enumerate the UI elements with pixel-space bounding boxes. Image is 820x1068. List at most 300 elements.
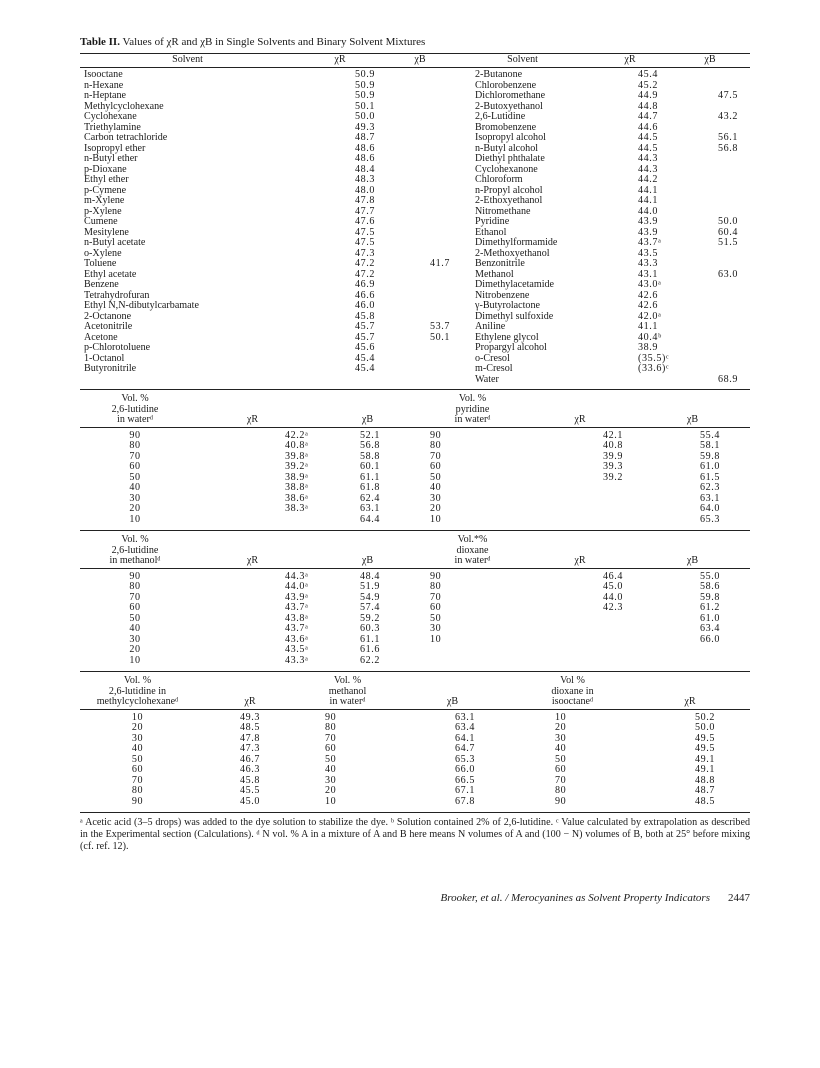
table-cell: 61.0 [700,461,721,472]
solvent-name: n-Butyl ether [84,153,138,164]
table-cell: 42.3 [603,602,624,613]
xb-value [670,207,750,218]
xr-value: 47.7 [355,205,376,217]
solvent-name: γ-Butyrolactone [475,300,541,311]
xb-value [385,375,455,390]
table-cell: 80 [325,722,337,733]
xr-value: 44.6 [638,121,659,133]
xr-value: 47.3 [355,247,376,259]
page-number: 2447 [728,892,750,904]
column-header: χB [635,531,750,569]
xr-value: 48.6 [355,153,376,164]
xr-value: 48.0 [355,184,376,196]
xb-value [385,102,455,113]
xr-value: 45.4 [638,69,659,80]
table-cell: 20 [430,503,442,514]
column-header: χR [190,390,315,428]
solvent-name: 2-Butoxyethanol [475,100,543,112]
column-header: χB [315,531,420,569]
column-header: Vol. % pyridine in waterᵈ [420,390,525,428]
table-cell: 61.0 [700,612,721,624]
table-cell [635,645,750,656]
table-cell [525,504,635,515]
solvent-name: Water [475,373,499,385]
table-cell: 45.5 [240,785,261,796]
table-row [80,582,750,593]
table-cell: 57.4 [360,602,381,613]
table-cell: 38.3ᵃ [285,503,309,514]
xr-value: 45.4 [355,352,376,364]
solvent-name: 2-Methoxyethanol [475,247,550,259]
xb-value: 50.1 [430,331,451,343]
xb-value [385,91,455,102]
table-row [80,473,750,484]
solvent-row [80,133,750,144]
running-footer: Brooker, et al. / Merocyanines as Solvent Property Indicators [440,892,710,904]
xb-value [385,154,455,165]
solvent-row [80,364,750,375]
solvent-name: Dimethyl sulfoxide [475,310,554,322]
xr-value: 43.1 [638,268,659,280]
solvent-row [80,375,750,390]
table-cell: 70 [129,450,141,462]
xb-value: 53.7 [430,321,451,332]
table-cell: 66.5 [455,774,476,786]
table-cell: 48.5 [695,795,716,807]
xr-value: 47.5 [355,226,376,238]
table-cell: 65.3 [455,753,476,765]
table-cell [525,483,635,494]
xb-value [670,291,750,302]
solvent-name: Ethyl N,N-dibutylcarbamate [84,300,199,311]
table-cell: 48.7 [695,785,716,796]
mixture-table-3-header [80,672,750,710]
xb-value [385,165,455,176]
table-cell: 43.7ᵃ [285,623,309,634]
header-solvent: Solvent [455,54,590,68]
table-cell: 50 [129,612,141,624]
solvent-name: Benzene [84,279,119,290]
table-cell: 43.9ᵃ [285,591,309,603]
table-cell: 48.4 [360,570,381,582]
xb-value [385,343,455,354]
xb-value [670,196,750,207]
solvent-name: 2-Ethoxyethanol [475,195,543,206]
xb-value [385,364,455,375]
paper-page [80,36,750,853]
table-cell: 50 [555,753,567,765]
table-cell: 63.1 [700,492,721,504]
solvent-name: p-Chlorotoluene [84,342,151,353]
solvent-name: Dimethylacetamide [475,279,555,290]
column-header: χB [390,672,515,710]
solvent-name: o-Xylene [84,247,122,259]
xb-value [670,354,750,365]
solvent-row [80,343,750,354]
xr-value: 41.1 [638,321,659,332]
main-table-header-row [80,54,750,68]
table-cell: 44.0 [603,591,624,603]
table-cell [420,645,525,656]
xb-value [385,354,455,365]
table-cell: 50 [430,471,442,483]
solvent-name: Triethylamine [84,121,141,133]
table-cell: 45.8 [240,774,261,786]
xb-value: 41.7 [430,258,451,269]
xr-value: 48.6 [355,142,376,154]
table-cell: 10 [430,513,442,525]
xb-value: 50.0 [718,216,739,227]
solvent-name: Ethylene glycol [475,331,539,343]
xr-value: (33.6)ᶜ [638,363,670,374]
solvent-name: Acetone [84,331,118,343]
table-cell: 10 [129,513,141,525]
xr-value: 44.1 [638,195,659,206]
solvent-name: Isooctane [84,69,123,80]
xb-value [670,102,750,113]
xr-value: 50.1 [355,100,376,112]
solvent-name: n-Heptane [84,90,127,101]
xr-value: 47.2 [355,268,376,280]
table-cell: 60.1 [360,461,381,472]
table-cell: 39.3 [603,461,624,472]
xb-value [385,81,455,92]
table-cell: 47.3 [240,743,261,754]
column-header: Vol. % 2,6-lutidine in methylcyclohexaneᵈ [80,672,195,710]
table-label: Table II. [80,36,120,48]
table-cell: 60 [325,743,337,754]
solvent-name: Acetonitrile [84,321,133,332]
table-cell: 70 [325,732,337,744]
table-cell: 52.1 [360,429,381,441]
solvent-name: 2-Octanone [84,310,132,322]
table-cell: 10 [129,654,141,666]
solvent-name: Isopropyl alcohol [475,132,546,143]
table-row [80,494,750,505]
xr-value: 42.6 [638,289,659,301]
xb-value [385,133,455,144]
column-header: Vol. % 2,6-lutidine in methanolᵈ [80,531,190,569]
solvent-name: Chloroform [475,174,523,185]
solvent-name: Mesitylene [84,226,129,238]
solvent-name: p-Xylene [84,205,122,217]
table-cell: 62.4 [360,492,381,504]
mixture-table-1-header [80,390,750,428]
table-cell: 49.5 [695,743,716,754]
solvent-name: Cyclohexane [84,111,137,122]
table-cell: 30 [430,623,442,634]
solvent-row [80,196,750,207]
table-cell: 80 [555,785,567,796]
solvent-name: Carbon tetrachloride [84,132,168,143]
solvent-name: Cumene [84,216,118,227]
table-cell: 20 [555,722,567,733]
table-row [80,614,750,625]
mixture-table-1-body [80,427,750,530]
xb-value [385,301,455,312]
table-cell: 48.8 [695,774,716,786]
table-cell: 59.8 [700,591,721,603]
table-cell: 20 [131,722,144,733]
table-row [80,441,750,452]
xb-value: 56.1 [718,132,739,143]
solvent-name: Ethyl ether [84,174,129,185]
table-cell: 61.2 [700,602,721,613]
xb-value [385,238,455,249]
table-cell: 66.0 [455,764,476,775]
xr-value: 47.5 [355,237,376,248]
table-cell: 64.0 [700,503,721,514]
column-header: Vol.*% dioxane in waterᵈ [420,531,525,569]
table-cell: 40 [129,623,141,634]
xb-value [670,81,750,92]
table-cell: 80 [430,581,442,592]
table-row [80,709,750,723]
table-cell: 50.0 [695,722,716,733]
xb-value [385,112,455,123]
table-cell: 38.6ᵃ [285,492,309,504]
table-cell: 45.0 [603,581,624,592]
table-cell: 38.9ᵃ [285,471,309,483]
xb-value [385,228,455,239]
table-row [80,568,750,582]
table-cell: 10 [430,633,442,645]
table-cell: 20 [129,503,141,514]
table-cell: 40 [325,764,337,775]
table-cell: 38.8ᵃ [285,482,309,493]
table-row [80,515,750,531]
solvent-row [80,154,750,165]
table-row [80,452,750,463]
xb-value [385,217,455,228]
table-cell: 44.0ᵃ [285,581,309,592]
xb-value: 63.0 [718,268,739,280]
column-header: Vol. % 2,6-lutidine in waterᵈ [80,390,190,428]
table-cell: 49.1 [695,753,716,765]
solvent-name: Cyclohexanone [475,163,538,175]
xr-value: 43.0ᵃ [638,279,662,290]
table-cell: 61.6 [360,644,381,655]
solvent-name: m-Cresol [475,363,513,374]
table-cell [525,494,635,505]
xb-value [670,343,750,354]
table-cell: 58.8 [360,450,381,462]
solvent-name: Butyronitrile [84,363,137,374]
xr-value: 44.7 [638,111,659,122]
solvent-name: p-Cymene [84,184,127,196]
table-cell: 30 [131,732,144,744]
xr-value: 43.9 [638,226,659,238]
table-title: Values of χR and χB in Single Solvents and Binary Solvent Mixtures [122,36,426,48]
header-xb: χB [385,54,455,68]
table-cell: 90 [325,711,337,723]
xr-value: (35.5)ᶜ [638,352,670,364]
table-cell [525,624,635,635]
xb-value [670,301,750,312]
solvent-name: n-Propyl alcohol [475,184,543,196]
solvent-name: m-Xylene [84,195,125,206]
solvent-name: o-Cresol [475,352,510,364]
table-row [80,483,750,494]
xb-value: 60.4 [718,226,739,238]
table-row [80,723,750,734]
table-cell: 60 [430,461,442,472]
table-cell [420,656,525,672]
table-cell: 46.7 [240,753,261,765]
table-cell: 58.1 [700,440,721,451]
xb-value [670,322,750,333]
xb-value [670,123,750,134]
xb-value: 47.5 [718,90,739,101]
xr-value: 50.0 [355,111,376,122]
solvent-row [80,259,750,270]
xr-value: 47.6 [355,216,376,227]
table-cell: 49.3 [240,711,261,723]
xr-value: 44.3 [638,163,659,175]
table-cell: 40 [131,743,144,754]
table-cell [525,635,635,646]
table-cell: 43.6ᵃ [285,633,309,645]
mixture-table-3-body [80,709,750,812]
solvent-name: Ethanol [475,226,507,238]
xb-value [385,280,455,291]
xr-value: 42.6 [638,300,659,311]
solvent-name: Pyridine [475,216,510,227]
solvent-row [80,217,750,228]
xr-value [590,375,670,390]
xb-value [385,175,455,186]
table-cell: 62.3 [700,482,721,493]
xr-value: 45.6 [355,342,376,353]
solvent-row [80,112,750,123]
table-cell: 65.3 [700,513,721,525]
table-cell: 10 [131,711,144,723]
table-cell: 90 [430,429,442,441]
xr-value: 47.2 [355,258,376,269]
table-cell: 61.5 [700,471,721,483]
table-cell: 46.4 [603,570,624,582]
table-cell: 39.2 [603,471,624,483]
table-cell: 44.3ᵃ [285,570,309,582]
xr-value: 40.4ᵇ [638,331,662,343]
table-cell: 42.2ᵃ [285,429,309,441]
solvent-name: Dichloromethane [475,90,546,101]
table-row [80,645,750,656]
main-solvent-table [80,53,750,389]
xr-value: 49.3 [355,121,376,133]
xr-value: 43.3 [638,258,659,269]
table-cell: 90 [131,795,144,807]
table-row [80,797,750,813]
table-row [80,504,750,515]
xr-value: 44.0 [638,205,659,217]
table-row [80,734,750,745]
main-table-body [80,68,750,390]
column-header: Vol % dioxane in isooctaneᵈ [515,672,630,710]
table-cell: 67.1 [455,785,476,796]
table-cell: 39.9 [603,450,624,462]
solvent-name: Methylcyclohexane [84,100,164,112]
solvent-name: Propargyl alcohol [475,342,547,353]
table-cell: 48.5 [240,722,261,733]
table-cell: 40 [430,482,442,493]
solvent-name: Bromobenzene [475,121,537,133]
table-cell: 43.8ᵃ [285,612,309,624]
table-cell: 51.9 [360,581,381,592]
table-cell: 64.4 [360,513,381,525]
xr-value: 43.9 [638,216,659,227]
table-row [80,462,750,473]
solvent-name: Benzonitrile [475,258,525,269]
xb-value [670,186,750,197]
table-cell: 70 [131,774,144,786]
table-cell [190,515,315,531]
xb-value [670,68,750,81]
xb-value [670,280,750,291]
solvent-row [80,68,750,81]
xr-value: 45.2 [638,79,659,91]
xr-value [295,375,385,390]
table-cell: 20 [325,785,337,796]
xb-value [385,270,455,281]
solvent-name: Diethyl phthalate [475,153,545,164]
table-cell: 66.0 [700,633,721,645]
solvent-row [80,301,750,312]
xb-value [385,291,455,302]
column-header: χR [195,672,305,710]
table-cell: 60 [555,764,567,775]
column-header: χB [315,390,420,428]
table-cell: 62.2 [360,654,381,666]
table-cell: 10 [325,795,337,807]
xr-value: 44.8 [638,100,659,112]
xr-value: 45.8 [355,310,376,322]
table-row [80,603,750,614]
header-solvent: Solvent [80,54,295,68]
xr-value: 50.9 [355,79,376,91]
xb-value [670,364,750,375]
xb-value [670,154,750,165]
table-cell: 67.8 [455,795,476,807]
xr-value: 46.6 [355,289,376,301]
xr-value: 43.7ᵃ [638,237,662,248]
table-cell: 47.8 [240,732,261,744]
table-cell: 63.1 [360,503,381,514]
table-row [80,765,750,776]
table-cell: 39.2ᵃ [285,461,309,472]
table-cell [525,645,635,656]
table-cell: 59.8 [700,450,721,462]
table-cell: 60 [131,764,144,775]
table-cell: 63.1 [455,711,476,723]
xb-value [385,144,455,155]
table-cell: 20 [129,644,141,655]
mixture-table-2-header [80,531,750,569]
table-cell: 64.7 [455,743,476,754]
solvent-name: n-Butyl alcohol [475,142,539,154]
xr-value: 45.7 [355,331,376,343]
xr-value: 44.9 [638,90,659,101]
header-xb: χB [670,54,750,68]
table-cell: 30 [129,492,141,504]
column-header: χR [525,390,635,428]
table-cell: 60 [129,461,141,472]
table-cell: 90 [129,570,141,582]
table-cell: 70 [430,450,442,462]
solvent-row [80,238,750,249]
xb-value [670,165,750,176]
solvent-name: Tetrahydrofuran [84,289,150,301]
